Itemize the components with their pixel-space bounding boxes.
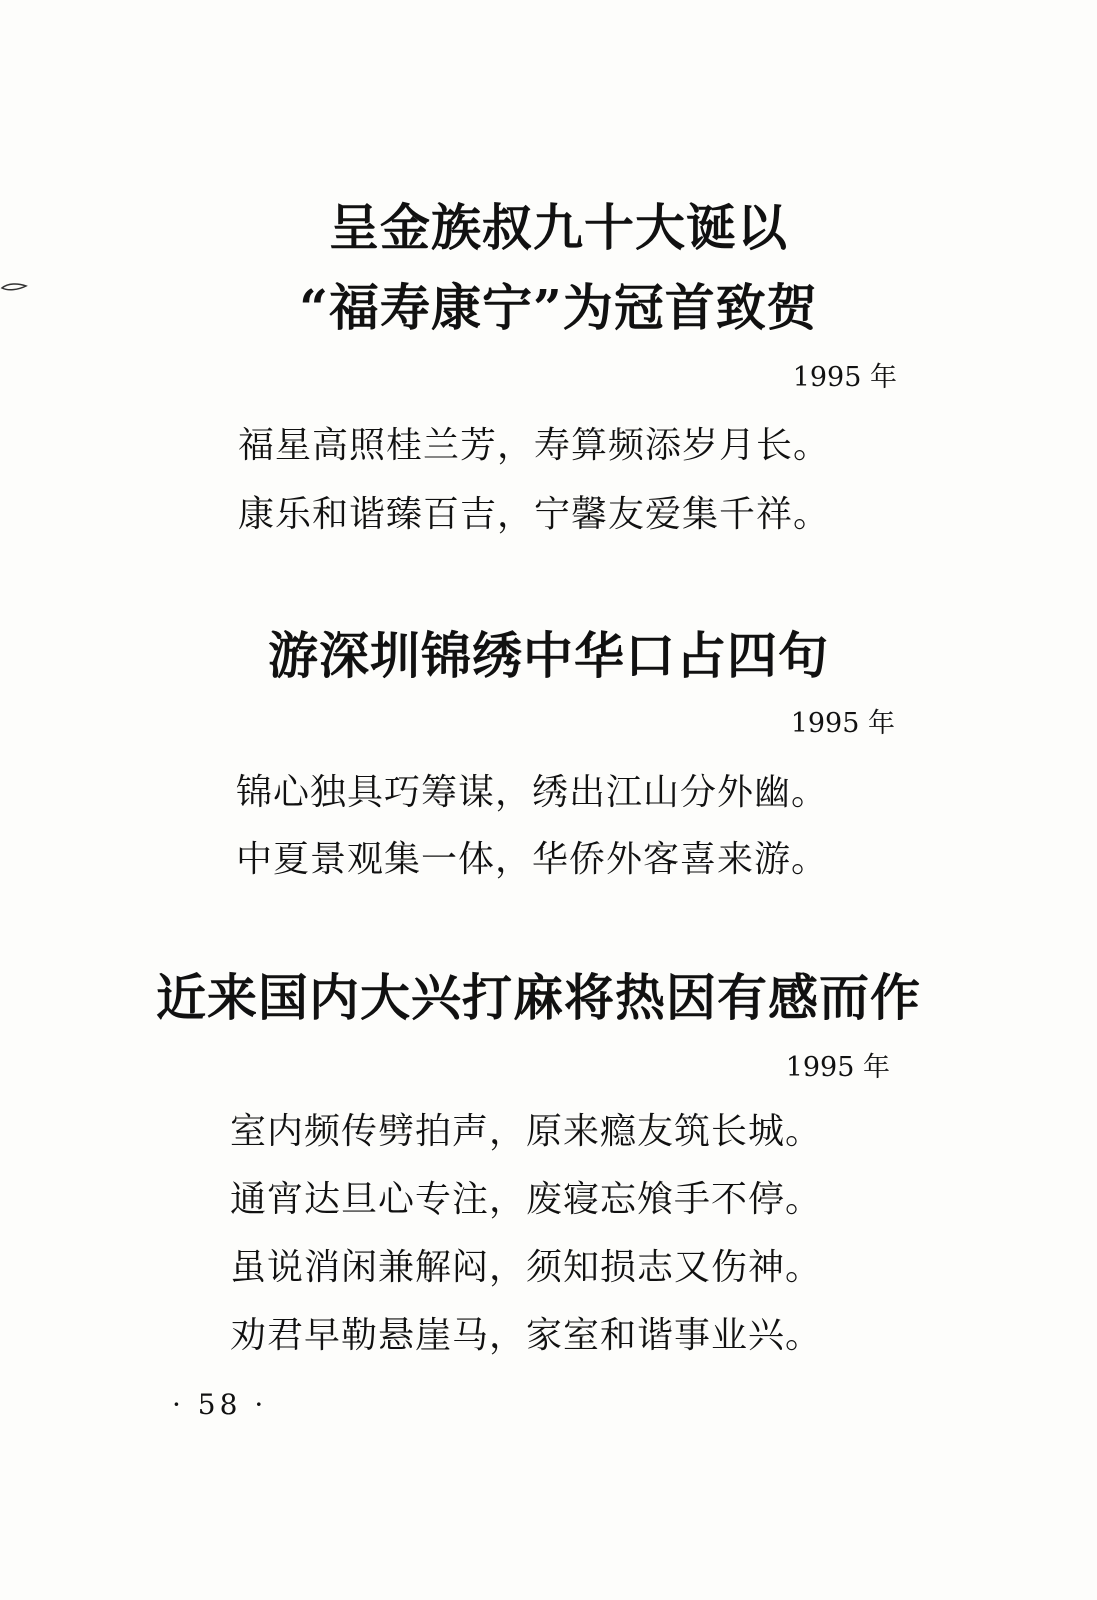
poem-1-year: 1995 年 [792, 362, 897, 393]
poem-2-line-1: 锦心独具巧筹谋，绣出江山分外幽。 [236, 772, 829, 813]
poem-3-line-3: 虽说消闲兼解闷，须知损志又伤神。 [230, 1247, 823, 1288]
poem-1-line-1: 福星高照桂兰芳，寿算频添岁月长。 [238, 425, 831, 466]
poem-3-title: 近来国内大兴打麻将热因有感而作 [156, 968, 921, 1027]
poem-1-line-2: 康乐和谐臻百吉，宁馨友爱集千祥。 [238, 494, 831, 535]
poem-3-line-4: 劝君早勒悬崖马，家室和谐事业兴。 [230, 1315, 823, 1356]
poem-2-year: 1995 年 [790, 708, 895, 739]
page-number: · 58 · [172, 1388, 268, 1421]
poem-1-title-line-1: 呈金族叔九十大诞以 [329, 198, 788, 257]
poem-2-line-2: 中夏景观集一体，华侨外客喜来游。 [236, 839, 829, 880]
poem-3-year: 1995 年 [785, 1052, 890, 1083]
poem-3-line-2: 通宵达旦心专注，废寝忘飧手不停。 [230, 1179, 823, 1220]
poem-3-line-1: 室内频传劈拍声，原来瘾友筑长城。 [230, 1111, 823, 1152]
poem-1-title-line-2: “福寿康宁”为冠首致贺 [299, 278, 818, 337]
poem-2-title: 游深圳锦绣中华口占四句 [268, 626, 829, 685]
